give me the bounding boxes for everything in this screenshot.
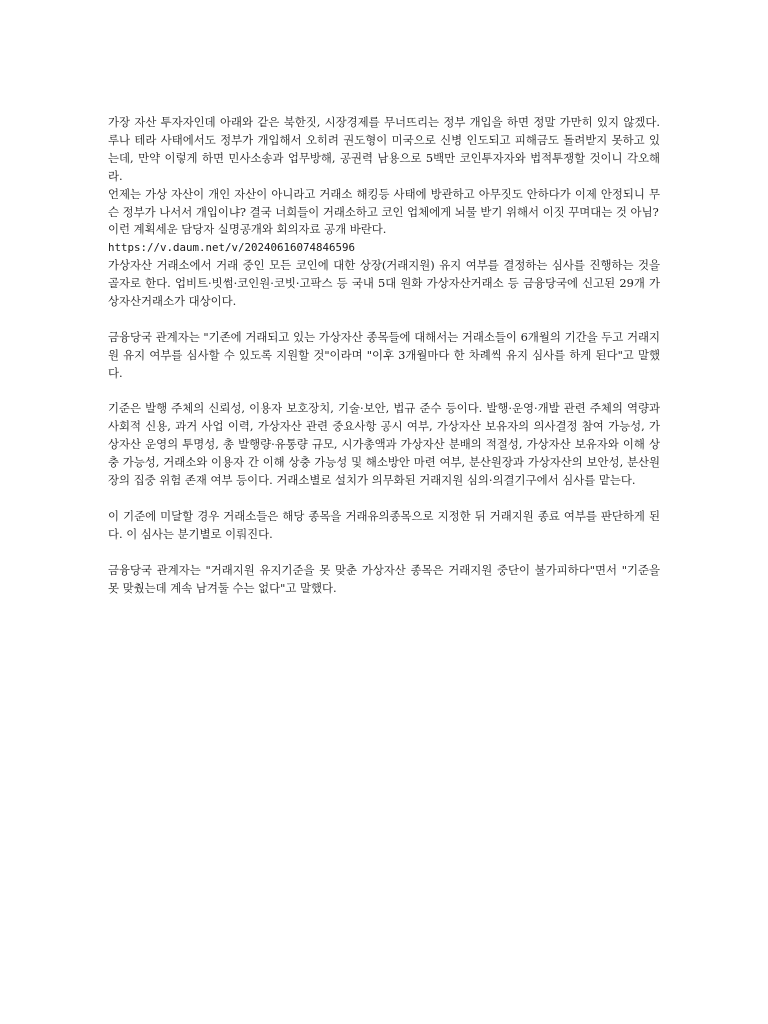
request-line: 이런 계획세운 담당자 실명공개와 회의자료 공개 바란다. — [108, 222, 387, 237]
article-paragraph-3: 기준은 발행 주체의 신뢰성, 이용자 보호장치, 기술·보안, 법규 준수 등이다. 발행·운영·개발 관련 주체의 역량과 사회적 신용, 과거 사업 이력, 가상자산 관련 중요사항 공시 여부, 가상자산 보유자의 의사결정 참여 가능성, 가상자산 운영의 투명성, 총 발행량·유통량 규모, 시가총액과 가상자산 분배의 적절성, 가상자산 보유자와 이해 상충 가능성, 거래소와 이용자 간 이해 상충 가능성 및 해소방안 마련 여부, 분산원장과 가상자산의 보안성, 분산원장의 집중 위험 존재 여부 등이다. 거래소별로 설치가 의무화된 거래지원 심의·의결기구에서 심사를 맡는다. — [108, 401, 660, 488]
article-paragraph-5: 금융당국 관계자는 "거래지원 유지기준을 못 맞춘 가상자산 종목은 거래지원 중단이 불가피하다"면서 "기준을 못 맞췄는데 계속 남겨둘 수는 없다"고 말했다. — [108, 562, 660, 595]
article-paragraph-2: 금융당국 관계자는 "기존에 거래되고 있는 가상자산 종목들에 대해서는 거래소들이 6개월의 기간을 두고 거래지원 유지 여부를 심사할 수 있도록 지원할 것"이라며 "이후 3개월마다 한 차례씩 유지 심사를 하게 된다"고 말했다. — [108, 329, 660, 380]
complaint-paragraph: 언제는 가상 자산이 개인 자산이 아니라고 거래소 해킹등 사태에 방관하고 아무짓도 안하다가 이제 안정되니 무슨 정부가 나서서 개입이냐? 결국 너희들이 거래소하고 코인 업체에게 뇌물 받기 위해서 이짓 꾸며대는 것 아님? — [108, 186, 660, 219]
article-link[interactable]: https://v.daum.net/v/20240616074846596 — [108, 241, 356, 255]
article-paragraph-4: 이 기준에 미달할 경우 거래소들은 해당 종목을 거래유의종목으로 지정한 뒤 거래지원 종료 여부를 판단하게 된다. 이 심사는 분기별로 이뤄진다. — [108, 508, 660, 541]
document-body — [108, 114, 660, 597]
article-paragraph-1: 가상자산 거래소에서 거래 중인 모든 코인에 대한 상장(거래지원) 유지 여부를 결정하는 심사를 진행하는 것을 골자로 한다. 업비트·빗썸·코인원·코빗·고팍스 등 국내 5대 원화 가상자산거래소 등 금융당국에 신고된 29개 가상자산거래소가 대상이다. — [108, 258, 660, 309]
opening-paragraph: 가장 자산 투자자인데 아래와 같은 북한짓, 시장경제를 무너뜨리는 정부 개입을 하면 정말 가만히 있지 않겠다. 루나 테라 사태에서도 정부가 개입해서 오히려 권도형이 미국으로 신병 인도되고 피해금도 돌려받지 못하고 있는데, 만약 이렇게 하면 민사소송과 업무방해, 공권력 남용으로 5백만 코인투자자와 법적투쟁할 것이니 각오해라. — [108, 115, 660, 183]
